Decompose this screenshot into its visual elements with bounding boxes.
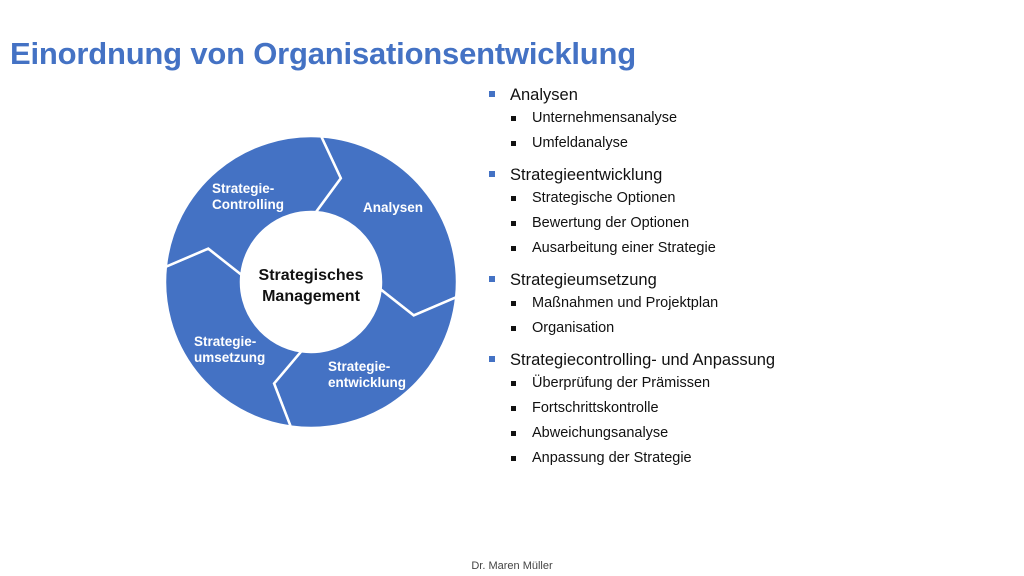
center-label-line-2: Management <box>262 288 360 305</box>
segment-analysen-label <box>363 200 423 215</box>
square-bullet-icon <box>489 91 495 97</box>
square-bullet-icon <box>511 301 516 306</box>
square-bullet-icon <box>489 171 495 177</box>
square-bullet-icon <box>489 356 495 362</box>
square-bullet-icon <box>511 141 516 146</box>
segment-label-line: Analysen <box>362 200 424 215</box>
square-bullet-icon <box>511 246 516 251</box>
slide-title: Einordnung von Organisationsentwicklung <box>10 36 637 71</box>
sub-bullet-item <box>489 131 1009 156</box>
bullet-list <box>489 84 1009 471</box>
cycle-center <box>259 267 364 305</box>
bullet-item <box>489 84 1009 106</box>
sub-bullet-text: Maßnahmen und Projektplan <box>532 295 719 311</box>
sub-bullet-text: Unternehmensanalyse <box>532 110 678 126</box>
sub-bullet-item <box>489 396 1009 421</box>
segment-label-line: entwicklung <box>328 375 407 390</box>
square-bullet-icon <box>511 406 516 411</box>
sub-bullet-text: Überprüfung der Prämissen <box>532 375 711 391</box>
bullet-text: Strategiecontrolling- und Anpassung <box>510 351 776 369</box>
sub-bullet-text: Bewertung der Optionen <box>532 215 690 231</box>
sub-bullet-item <box>489 106 1009 131</box>
bullet-item <box>489 269 1009 291</box>
square-bullet-icon <box>511 221 516 226</box>
sub-bullet-text: Fortschrittskontrolle <box>532 400 659 416</box>
sub-bullet-item <box>489 446 1009 471</box>
bullet-text: Strategieentwicklung <box>510 166 663 184</box>
segment-label-line: Strategie- <box>212 181 275 196</box>
sub-bullet-item <box>489 421 1009 446</box>
sub-bullet-text: Organisation <box>532 320 615 336</box>
square-bullet-icon <box>511 431 516 436</box>
square-bullet-icon <box>511 381 516 386</box>
sub-bullet-text: Strategische Optionen <box>532 190 676 206</box>
sub-bullet-item <box>489 186 1009 211</box>
bullet-text: Strategieumsetzung <box>510 271 657 289</box>
sub-bullet-text: Anpassung der Strategie <box>532 450 692 466</box>
bullet-text: Analysen <box>510 86 578 104</box>
bullet-item <box>489 164 1009 186</box>
segment-strategieumsetzung-label <box>194 334 265 365</box>
segment-label-line: Controlling <box>212 197 284 212</box>
sub-bullet-text: Abweichungsanalyse <box>532 425 669 441</box>
square-bullet-icon <box>511 196 516 201</box>
sub-bullet-item <box>489 211 1009 236</box>
sub-bullet-text: Ausarbeitung einer Strategie <box>532 240 716 256</box>
square-bullet-icon <box>489 276 495 282</box>
square-bullet-icon <box>511 326 516 331</box>
strategy-cycle-diagram <box>150 120 480 450</box>
sub-bullet-text: Umfeldanalyse <box>532 135 628 151</box>
square-bullet-icon <box>511 116 516 121</box>
sub-bullet-item <box>489 371 1009 396</box>
center-label-line-1: Strategisches <box>258 267 364 284</box>
square-bullet-icon <box>511 456 516 461</box>
segment-strategie-controlling-label <box>212 181 284 212</box>
segment-label-line: umsetzung <box>194 350 266 365</box>
sub-bullet-item <box>489 291 1009 316</box>
segment-label-line: Strategie- <box>328 359 391 374</box>
sub-bullet-item <box>489 316 1009 341</box>
segment-label-line: Strategie- <box>194 334 257 349</box>
bullet-item <box>489 349 1009 371</box>
sub-bullet-item <box>489 236 1009 261</box>
footer-author: Dr. Maren Müller <box>471 560 553 572</box>
